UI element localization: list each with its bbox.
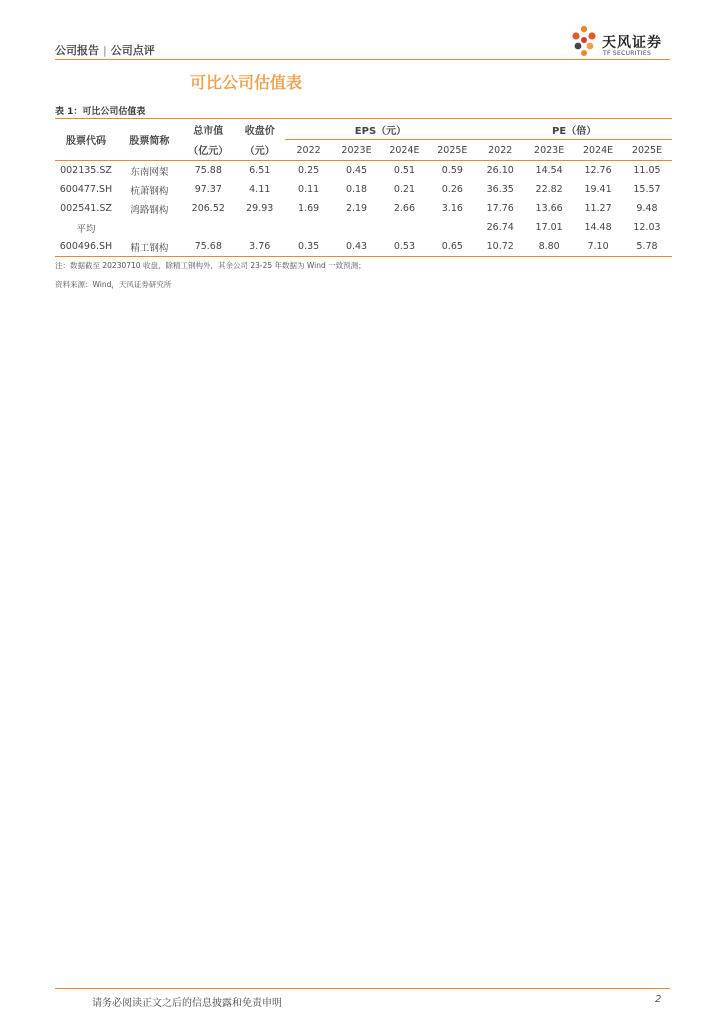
brand-name-en: TF SECURITIES [603,50,652,57]
cell-pe: 26.10 [486,165,514,176]
cell-eps [380,218,428,237]
breadcrumb-report-subtype: 公司点评 [110,44,155,57]
header-stock-name: 股票简称 [129,136,170,147]
cell-pe: 36.35 [486,184,514,195]
table-row-average [55,218,672,237]
cell-eps: 0.26 [441,184,463,195]
cell-eps: 0.11 [298,184,320,195]
breadcrumb [55,42,155,58]
cell-pe: 17.01 [535,222,563,233]
cell-pe: 11.05 [633,165,661,176]
cell-mcap: 97.37 [194,184,222,195]
section-title: 可比公司估值表 [190,73,303,92]
header-eps-group: EPS（元） [285,119,477,140]
header-year: 2024E [389,144,420,156]
cell-name: 杭萧钢构 [130,185,169,197]
header-year: 2024E [582,144,614,156]
cell-price: 29.93 [246,203,274,214]
cell-eps: 0.51 [393,165,415,176]
cell-price: 6.51 [249,165,271,176]
cell-pe: 17.76 [486,203,514,214]
cell-name: 精工钢构 [130,242,169,254]
cell-eps: 0.43 [345,241,368,252]
cell-eps [428,218,476,237]
cell-pe: 26.74 [486,222,514,233]
cell-pe: 22.82 [535,184,563,195]
cell-eps [285,218,333,237]
header-close-price: 收盘价 [244,125,275,137]
cell-eps: 0.53 [393,241,415,252]
cell-eps: 0.21 [393,184,415,195]
footer-divider [55,988,670,989]
valuation-table [55,118,672,257]
cell-pe: 5.78 [636,241,658,252]
header-year: 2023E [341,144,372,156]
company-logo [568,24,678,62]
cell-pe: 7.10 [587,241,609,252]
header-market-cap: 总市值 [193,125,224,137]
footer-disclaimer: 请务必阅读正文之后的信息披露和免责申明 [92,998,282,1009]
cell-eps: 0.35 [298,241,320,252]
cell-pe: 14.54 [535,165,563,176]
cell-pe: 14.48 [584,222,612,233]
header-close-price-unit: （元） [244,146,275,158]
breadcrumb-separator: | [103,44,107,57]
cell-code: 002135.SZ [60,165,112,176]
cell-pe: 13.66 [535,203,563,214]
cell-pe: 9.48 [636,203,658,214]
cell-pe: 12.76 [584,165,612,176]
cell-price [235,218,285,237]
cell-mcap: 75.88 [194,165,222,176]
cell-pe: 12.03 [633,222,661,233]
flower-logo-icon [568,24,602,62]
cell-mcap: 206.52 [191,203,225,214]
cell-eps: 3.16 [441,203,463,214]
cell-name: 东南网架 [130,166,169,178]
header-year: 2022 [296,144,321,156]
cell-pe: 19.41 [584,184,612,195]
cell-name [117,218,182,237]
table-row [55,237,672,257]
cell-pe: 8.80 [538,241,560,252]
cell-code: 600496.SH [59,241,113,252]
cell-eps [333,218,381,237]
table-source: 资料来源：Wind，天风证券研究所 [55,280,172,289]
table-row [55,180,672,199]
table-note: 注：数据截至 20230710 收盘，除精工钢构外，其余公司 23-25 年数据为 Wind 一致预测； [55,261,366,270]
cell-eps: 2.66 [393,203,415,214]
header-divider [55,59,670,60]
breadcrumb-report-type: 公司报告 [55,44,99,57]
cell-eps: 0.65 [441,241,463,252]
header-pe-group: PE（倍） [476,119,672,140]
table-row [55,199,672,218]
page-number: 2 [655,994,662,1005]
cell-eps: 0.45 [345,165,368,176]
table-row [55,161,672,181]
header-year: 2025E [437,144,468,156]
header-year: 2025E [631,144,663,156]
cell-eps: 0.18 [345,184,368,195]
brand-name: 天风证券 [602,35,662,51]
cell-mcap [182,218,235,237]
cell-average-label: 平均 [76,223,96,235]
header-market-cap-unit: （亿元） [188,146,229,158]
cell-code: 600477.SH [59,184,113,195]
cell-eps: 2.19 [345,203,368,214]
cell-eps: 0.25 [298,165,320,176]
cell-pe: 11.27 [584,203,612,214]
header-year: 2023E [534,144,565,156]
header-stock-code: 股票代码 [65,136,106,147]
cell-eps: 1.69 [298,203,320,214]
cell-eps: 0.59 [441,165,463,176]
cell-price: 3.76 [249,241,271,252]
header-year: 2022 [488,144,513,156]
cell-pe: 10.72 [486,241,514,252]
cell-price: 4.11 [249,184,271,195]
cell-name: 鸿路钢构 [130,204,169,216]
cell-mcap: 75.68 [194,241,222,252]
cell-pe: 15.57 [633,184,661,195]
cell-code: 002541.SZ [60,203,112,214]
table-caption: 表 1：可比公司估值表 [55,107,146,117]
